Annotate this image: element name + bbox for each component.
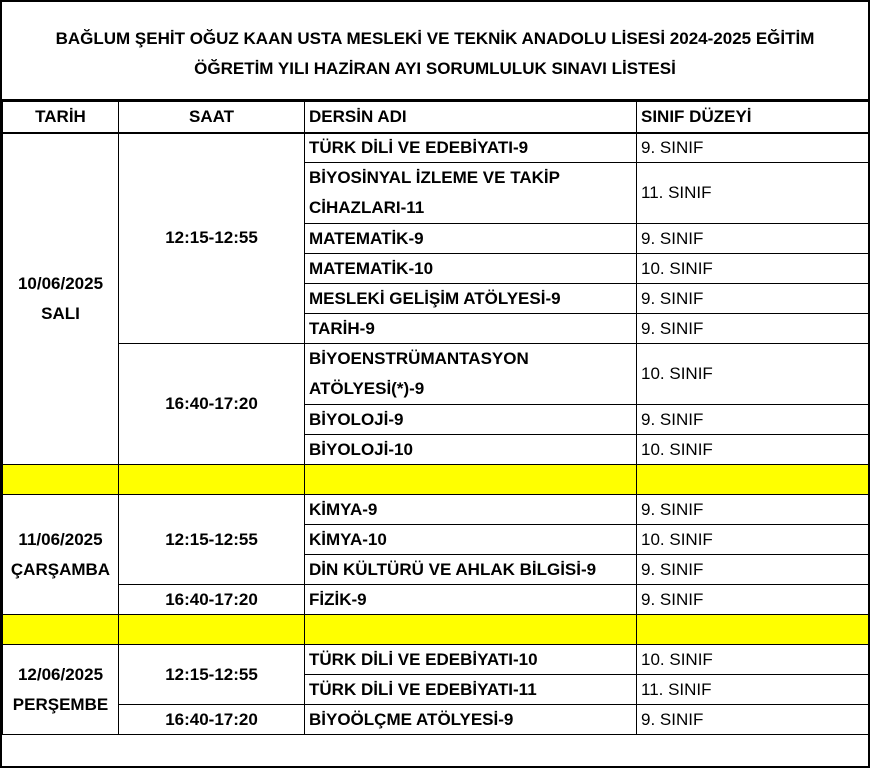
day-cell [3, 495, 119, 615]
level-cell: 11. SINIF [637, 163, 869, 224]
course-cell: DİN KÜLTÜRÜ VE AHLAK BİLGİSİ-9 [305, 555, 637, 585]
session-time: 16:40-17:20 [119, 585, 305, 615]
level-cell: 10. SINIF [637, 254, 869, 284]
course-line-2: ATÖLYESİ(*)-9 [309, 379, 425, 398]
course-cell: KİMYA-10 [305, 525, 637, 555]
title-line-2: ÖĞRETİM YILI HAZİRAN AYI SORUMLULUK SINAVI LİSTESİ [194, 58, 676, 78]
level-cell: 9. SINIF [637, 284, 869, 314]
header-course: DERSİN ADI [305, 102, 637, 133]
day-cell [3, 645, 119, 735]
course-cell: MATEMATİK-10 [305, 254, 637, 284]
course-cell: BİYOLOJİ-10 [305, 435, 637, 465]
level-cell: 10. SINIF [637, 525, 869, 555]
day-weekday: ÇARŞAMBA [10, 559, 111, 579]
session-time: 12:15-12:55 [119, 495, 305, 585]
course-line-1: BİYOENSTRÜMANTASYON [309, 349, 529, 368]
course-cell [305, 163, 637, 224]
separator-row [3, 615, 869, 645]
table-row [3, 495, 869, 525]
course-cell: MATEMATİK-9 [305, 224, 637, 254]
course-cell: TÜRK DİLİ VE EDEBİYATI-10 [305, 645, 637, 675]
day-date: 10/06/2025 [17, 273, 104, 293]
course-cell: TARİH-9 [305, 314, 637, 344]
course-cell: TÜRK DİLİ VE EDEBİYATI-9 [305, 133, 637, 163]
separator-row [3, 465, 869, 495]
session-time: 16:40-17:20 [119, 344, 305, 465]
course-cell: FİZİK-9 [305, 585, 637, 615]
level-cell: 10. SINIF [637, 645, 869, 675]
level-cell: 11. SINIF [637, 675, 869, 705]
level-cell: 9. SINIF [637, 555, 869, 585]
course-cell: BİYOÖLÇME ATÖLYESİ-9 [305, 705, 637, 735]
level-cell: 9. SINIF [637, 314, 869, 344]
course-line-1: BİYOSİNYAL İZLEME VE TAKİP [309, 168, 560, 187]
level-cell: 9. SINIF [637, 495, 869, 525]
header-date: TARİH [3, 102, 119, 133]
day-weekday: PERŞEMBE [12, 694, 109, 714]
table-row [3, 645, 869, 675]
session-time: 12:15-12:55 [119, 133, 305, 344]
session-time: 12:15-12:55 [119, 645, 305, 705]
course-cell: BİYOLOJİ-9 [305, 405, 637, 435]
header-time: SAAT [119, 102, 305, 133]
course-line-2: CİHAZLARI-11 [309, 198, 425, 217]
course-cell: TÜRK DİLİ VE EDEBİYATI-11 [305, 675, 637, 705]
table-row [3, 585, 869, 615]
course-cell: KİMYA-9 [305, 495, 637, 525]
exam-table [2, 101, 869, 735]
table-header-row [3, 102, 869, 133]
level-cell: 10. SINIF [637, 344, 869, 405]
course-cell: MESLEKİ GELİŞİM ATÖLYESİ-9 [305, 284, 637, 314]
session-time: 16:40-17:20 [119, 705, 305, 735]
level-cell: 9. SINIF [637, 133, 869, 163]
table-row [3, 705, 869, 735]
day-weekday: SALI [41, 303, 80, 323]
table-row [3, 133, 869, 163]
title-line-1: BAĞLUM ŞEHİT OĞUZ KAAN USTA MESLEKİ VE TEKNİK ANADOLU LİSESİ 2024-2025 EĞİTİM [55, 28, 815, 48]
course-cell [305, 344, 637, 405]
day-date: 11/06/2025 [18, 529, 103, 549]
day-date: 12/06/2025 [17, 664, 104, 684]
header-level: SINIF DÜZEYİ [637, 102, 869, 133]
level-cell: 10. SINIF [637, 435, 869, 465]
level-cell: 9. SINIF [637, 405, 869, 435]
document-title [2, 2, 868, 101]
day-cell [3, 133, 119, 465]
level-cell: 9. SINIF [637, 705, 869, 735]
level-cell: 9. SINIF [637, 224, 869, 254]
level-cell: 9. SINIF [637, 585, 869, 615]
